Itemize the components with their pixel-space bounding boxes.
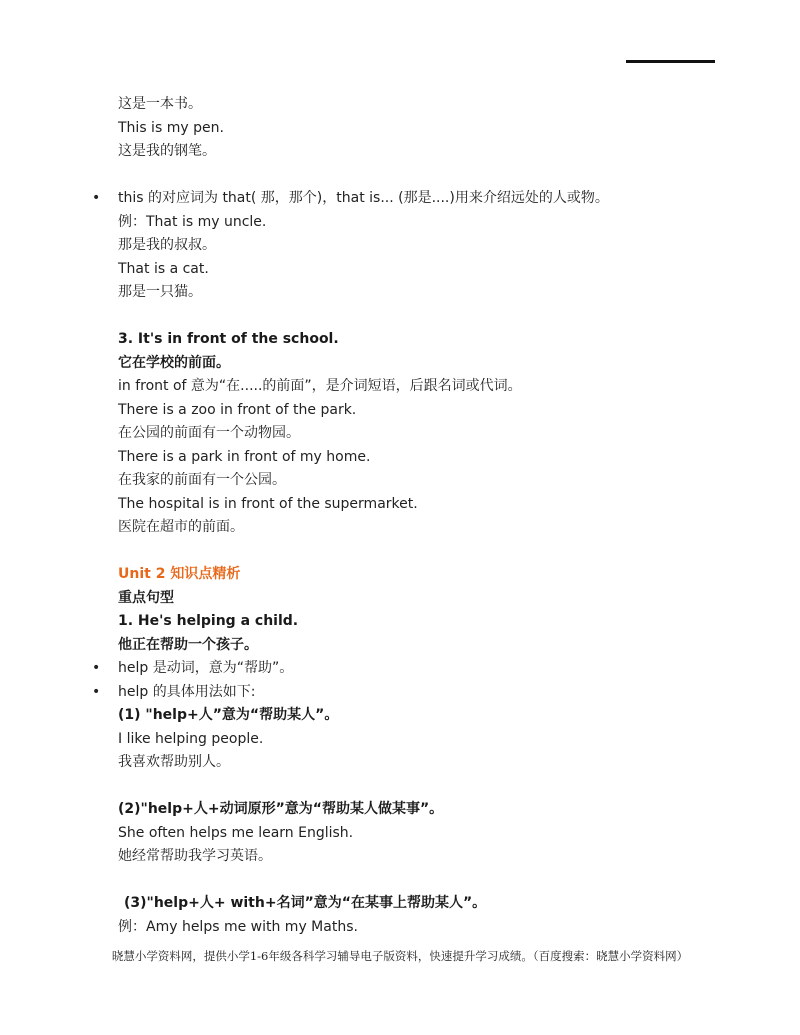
bullet-icon: • [92, 683, 101, 700]
page-footer: 晓慧小学资料网，提供小学1-6年级各科学习辅导电子版资料，快速提升学习成绩。（百度搜索：晓慧小学资料网） [111, 949, 689, 963]
section-sentence: 3. It's in front of the school. [118, 331, 339, 347]
bullet-item [0, 657, 800, 681]
text-line: I like helping people. [118, 730, 264, 747]
bullet-item [0, 681, 800, 705]
text-line: 例：That is my uncle. [118, 213, 267, 230]
text-line: 那是我的叔叔。 [118, 237, 216, 253]
text-line: There is a zoo in front of the park. [118, 401, 357, 418]
bullet-text: this 的对应词为 that( 那，那个)，that is... (那是....)用来介绍远处的人或物。 [118, 190, 609, 206]
usage-rule: (2)"help+人+动词原形”意为“帮助某人做某事”。 [118, 801, 444, 817]
document-body [0, 93, 800, 939]
text-line: 这是一本书。 [118, 96, 202, 112]
header-rule [626, 60, 715, 63]
text-line: 这是我的钢笔。 [118, 143, 216, 159]
text-line: That is a cat. [118, 260, 209, 277]
text-line: 例：Amy helps me with my Maths. [118, 918, 358, 935]
text-line: There is a park in front of my home. [118, 448, 371, 465]
bullet-text: help 的具体用法如下: [118, 683, 256, 700]
bullet-text: help 是动词，意为“帮助”。 [118, 660, 294, 676]
text-line: 在我家的前面有一个公园。 [118, 472, 286, 488]
text-line: 那是一只猫。 [118, 284, 202, 300]
text-line: 在公园的前面有一个动物园。 [118, 425, 300, 441]
text-line: 我喜欢帮助别人。 [118, 754, 230, 770]
bullet-icon: • [92, 660, 101, 676]
text-line: The hospital is in front of the supermarket. [118, 495, 418, 512]
section-translation: 它在学校的前面。 [118, 354, 230, 371]
text-line: 她经常帮助我学习英语。 [118, 848, 272, 864]
text-line: 医院在超市的前面。 [118, 519, 244, 535]
text-line: She often helps me learn English. [118, 824, 354, 841]
text-line: This is my pen. [118, 119, 224, 136]
usage-rule: (1) "help+人”意为“帮助某人”。 [118, 707, 339, 723]
section-sentence: 1. He's helping a child. [118, 613, 299, 629]
unit-heading: Unit 2 知识点精析 [118, 566, 241, 582]
bullet-icon: • [92, 190, 101, 206]
section-translation: 他正在帮助一个孩子。 [118, 636, 258, 653]
subheading: 重点句型 [118, 589, 174, 606]
text-line: in front of 意为“在.....的前面”，是介词短语，后跟名词或代词。 [118, 378, 522, 394]
usage-rule: (3)"help+人+ with+名词”意为“在某事上帮助某人”。 [124, 895, 487, 911]
bullet-item [0, 187, 800, 211]
